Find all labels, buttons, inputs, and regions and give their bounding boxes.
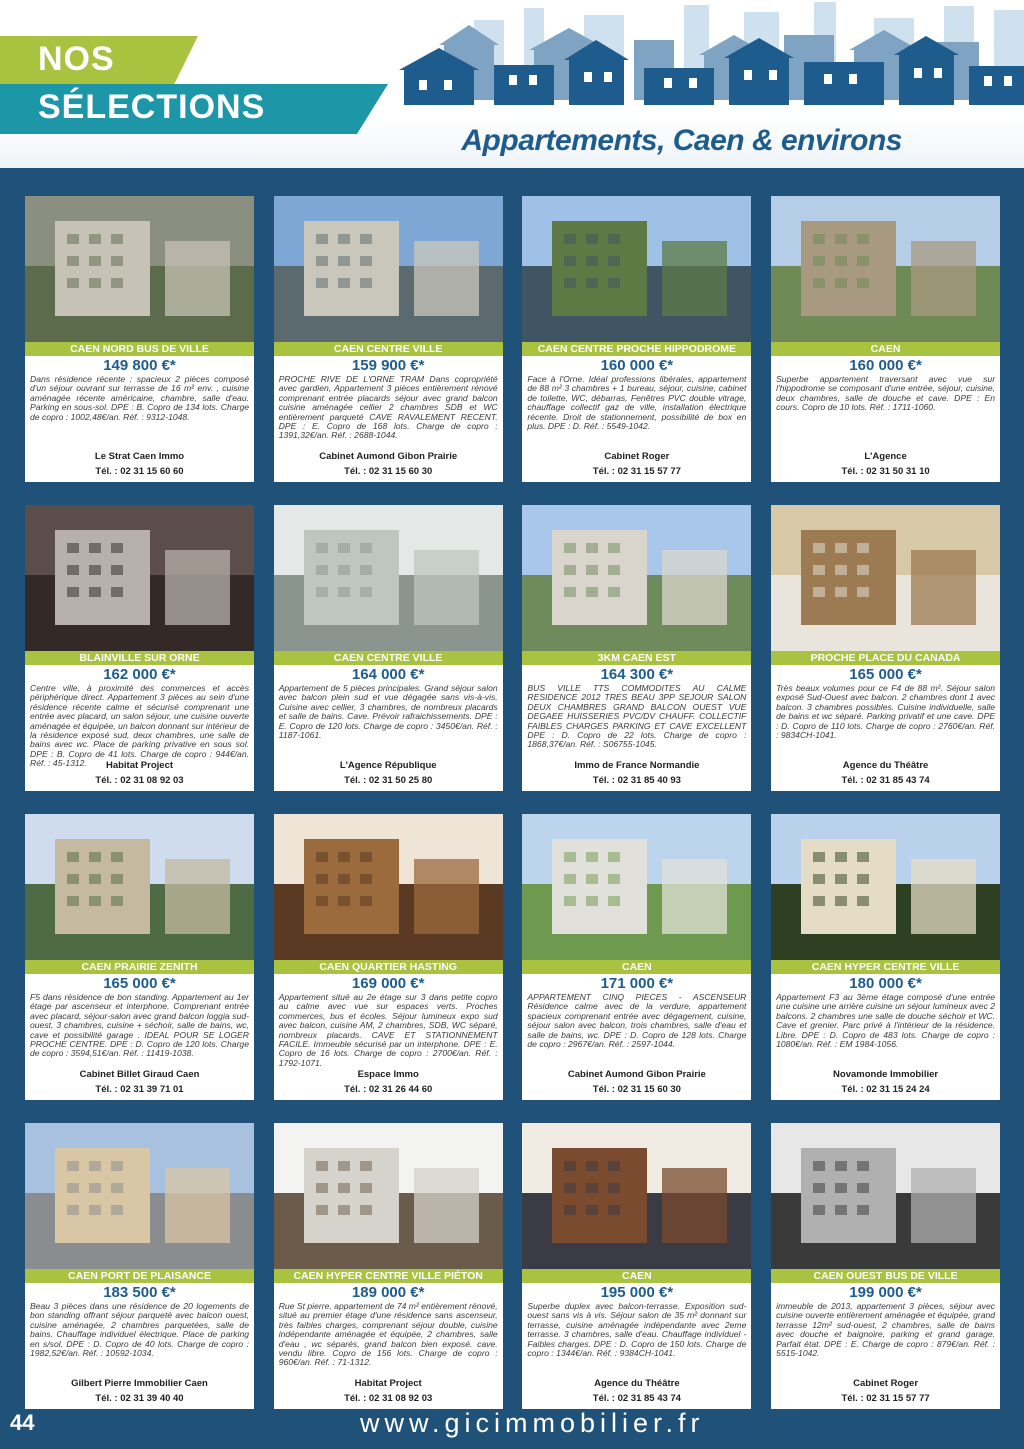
listing-photo xyxy=(274,505,503,651)
listing-description: APPARTEMENT CINQ PIECES - ASCENSEUR Résidence calme avec de la verdure, appartement spacieux comprenant entrée avec dégagement, cuisine, séjour salon avec balcon, trois chambres, salle d'eau et salle de bains, wc. DPE : D. Copro de 128 lots. Charge de copro : 2967€/an. Réf. : 2597-1044. xyxy=(527,992,747,1050)
listing-description: BUS VILLE TTS COMMODITES AU CALME RESIDENCE 2012 TRES BEAU 3PP SEJOUR SALON DEUX CHAMBRES GRAND BALCON OUEST VUE DEGAEE HUISSERIES PVC/DV CHAUFF. COLLECTIF FAIBLES CHARGES PARKING ET CAVE EXCELLENT DPE : D. Copro de 22 lots. Charge de copro : 1868,37€/an. Réf. : S06755-1045. xyxy=(527,683,747,750)
listing-agency: Gilbert Pierre Immobilier Caen xyxy=(71,1378,208,1389)
listing-phone[interactable]: Tél. : 02 31 26 44 60 xyxy=(344,1084,433,1095)
listings-grid xyxy=(25,196,1000,1409)
city-skyline-graphic xyxy=(384,0,1024,110)
listing-card[interactable] xyxy=(522,196,751,482)
listing-photo xyxy=(771,814,1000,960)
listing-phone[interactable]: Tél. : 02 31 15 60 60 xyxy=(95,466,184,477)
listing-photo xyxy=(522,1123,751,1269)
listing-agency: Cabinet Roger xyxy=(604,451,670,462)
listing-price: 165 000 €* xyxy=(103,975,176,992)
listing-description: Dans résidence récente : spacieux 2 pièces composé d'un séjour ouvrant sur terrasse de 16 m² env. , cuisine aménagée récente américaine, chambre, salle d'eau. Parking en sous-sol. DPE : B. Copro de 134 lots. Charge de copro : 1002,48€/an. Réf. : 9312-1048. xyxy=(30,374,249,422)
listing-card[interactable] xyxy=(25,814,254,1100)
listing-phone[interactable]: Tél. : 02 31 15 57 77 xyxy=(592,466,681,477)
listing-price: 199 000 €* xyxy=(849,1284,922,1301)
listing-agency: L'Agence République xyxy=(339,760,437,771)
listing-location: CAEN NORD BUS DE VILLE xyxy=(25,342,254,356)
listing-card[interactable] xyxy=(522,814,751,1100)
listing-card[interactable] xyxy=(274,814,503,1100)
listing-description: F5 dans résidence de bon standing. Appartement au 1er étage par ascenseur et interphone. Comprenant entrée avec placard, séjour-salon avec grand balcon loggia sud-ouest, 3 chambres, cuisine + séchoir, salle de bains, wc, cave et possibilité garage . IDEAL POUR SE LOGER PROCHE CENTRE. DPE : D. Copro de 120 lots. Charge de copro : 3594,51€/an. Réf. : 11419-1038. xyxy=(30,992,249,1059)
listing-photo xyxy=(522,814,751,960)
listing-location: CAEN CENTRE PROCHE HIPPODROME xyxy=(522,342,751,356)
listing-card[interactable] xyxy=(771,814,1000,1100)
listing-phone[interactable]: Tél. : 02 31 08 92 03 xyxy=(344,1393,433,1404)
listing-photo xyxy=(274,1123,503,1269)
listing-card[interactable] xyxy=(274,505,503,791)
listing-photo xyxy=(274,814,503,960)
listing-agency: Agence du Théâtre xyxy=(842,760,929,771)
listing-description: Centre ville, à proximité des commerces et accès périphérique direct. Appartement 3 pièces au sein d'une résidence récente calme et sécurisé comprenant une entrée avec placard, un salon séjour, une cuisine ouverte aménagée et équipée, un balcon donnant sur intérieur de la résidence exposé sud, deux chambres, une salle de bains avec wc. Place de parking privative en sous sol. DPE : B. Copro de 41 lots. Charge de copro : 944€/an. Réf. : 45-1312. xyxy=(30,683,249,769)
listing-phone[interactable]: Tél. : 02 31 85 43 74 xyxy=(841,775,930,786)
listing-price: 160 000 €* xyxy=(600,357,674,374)
listing-card[interactable] xyxy=(274,196,503,482)
section-title-line1: NOS xyxy=(38,40,115,78)
listing-agency: Cabinet Aumond Gibon Prairie xyxy=(319,451,458,462)
listing-description: Très beaux volumes pour ce F4 de 88 m². Séjour salon exposé Sud-Ouest avec balcon. 2 chambres dont 1 avec balcon. 3 chambres possibles. Cuisine individuelle, salle de bains et wc séparé. Parking privatif et une cave. DPE : D. Copro de 110 lots. Charge de copro : 2760€/an. Réf. : 9834CH-1041. xyxy=(776,683,996,741)
listing-price: 189 000 €* xyxy=(351,1284,425,1301)
listing-location: CAEN xyxy=(771,342,1000,356)
listing-agency: Habitat Project xyxy=(354,1378,422,1389)
listing-price: 164 000 €* xyxy=(351,666,425,683)
listing-description: Appartement de 5 pièces principales. Grand séjour salon avec balcon plein sud et vue dégagée sans vis-à-vis. Cuisine avec cellier, 3 chambres, de nombreux placards et salle de bains. Cave. Prévoir rafraichissements. DPE : E. Copro de 120 lots. Charge de copro : 3450€/an. Réf. : 1187-1061. xyxy=(278,683,498,741)
listing-phone[interactable]: Tél. : 02 31 39 40 40 xyxy=(95,1393,184,1404)
listing-location: CAEN OUEST BUS DE VILLE xyxy=(771,1269,1000,1283)
listing-phone[interactable]: Tél. : 02 31 15 60 30 xyxy=(592,1084,681,1095)
listing-phone[interactable]: Tél. : 02 31 15 60 30 xyxy=(344,466,433,477)
listing-location: CAEN HYPER CENTRE VILLE xyxy=(771,960,1000,974)
listing-agency: Cabinet Billet Giraud Caen xyxy=(79,1069,200,1080)
listing-description: Superbe appartement traversant avec vue sur l'hippodrome se composant d'une entrée, séjour, cuisine, deux chambres, salle de douche et cave. DPE : En cours. Copro de 10 lots. Réf. : 1711-1060. xyxy=(776,374,996,413)
listing-agency: Immo de France Normandie xyxy=(574,760,700,771)
listing-price: 183 500 €* xyxy=(103,1284,176,1301)
listing-location: CAEN QUARTIER HASTING xyxy=(274,960,503,974)
listing-card[interactable] xyxy=(274,1123,503,1409)
listing-agency: Cabinet Roger xyxy=(853,1378,919,1389)
listing-photo xyxy=(25,814,254,960)
listing-description: Beau 3 pièces dans une résidence de 20 logements de bon standing offrant séjour parqueté avec balcon ouest, cuisine aménagée, 2 chambres parquetées, salle de bains. Chauffage individuel électrique. Place de parking en s/sol. DPE : D. Copro de 40 lots. Charge de copro : 1982,52€/an. Réf. : 10592-1034. xyxy=(30,1301,249,1359)
listing-agency: Novamonde Immobilier xyxy=(833,1069,939,1080)
listing-phone[interactable]: Tél. : 02 31 85 40 93 xyxy=(592,775,681,786)
listing-description: Superbe duplex avec balcon-terrasse. Exposition sud-ouest sans vis à vis. Séjour salon de 35 m² donnant sur terrasse, cuisine aménagée indépendante avec 2eme terrasse. 3 chambres, salle d'eau. Chauffage individuel - Faibles charges. DPE : D. Copro de 150 lots. Charge de copro : 1344€/an. Réf. : 9384CH-1041. xyxy=(527,1301,747,1359)
listing-location: BLAINVILLE SUR ORNE xyxy=(25,651,254,665)
listing-photo xyxy=(771,1123,1000,1269)
listing-photo xyxy=(771,196,1000,342)
listing-phone[interactable]: Tél. : 02 31 39 71 01 xyxy=(95,1084,184,1095)
listing-phone[interactable]: Tél. : 02 31 08 92 03 xyxy=(95,775,184,786)
listing-description: Appartement F3 au 3ème étage composé d'une entrée une cuisine une arrière cuisine un séjour lumineux avec 2 balcons. 2 chambres une salle de douche séchoir et WC. Cave et grenier. Parc privé à l'intérieur de la résidence. Libre. DPE : D. Copro de 483 lots. Charge de copro : 1080€/an. Réf. : EM 1984-1056. xyxy=(776,992,996,1050)
listing-price: 180 000 €* xyxy=(849,975,922,992)
listing-photo xyxy=(25,505,254,651)
listing-card[interactable] xyxy=(522,505,751,791)
listing-price: 162 000 €* xyxy=(103,666,176,683)
listing-price: 169 000 €* xyxy=(351,975,425,992)
listing-phone[interactable]: Tél. : 02 31 50 25 80 xyxy=(344,775,433,786)
listing-location: CAEN HYPER CENTRE VILLE PIÉTON xyxy=(274,1269,503,1283)
listing-photo xyxy=(522,505,751,651)
listing-agency: Agence du Théâtre xyxy=(594,1378,680,1389)
listing-price: 159 900 €* xyxy=(351,357,425,374)
listing-location: PROCHE PLACE DU CANADA xyxy=(771,651,1000,665)
listing-photo xyxy=(522,196,751,342)
listing-photo xyxy=(25,196,254,342)
listing-card[interactable] xyxy=(522,1123,751,1409)
listing-location: CAEN xyxy=(522,960,751,974)
listing-location: CAEN CENTRE VILLE xyxy=(274,651,503,665)
listing-description: Appartement situé au 2e étage sur 3 dans petite copro au calme avec vue sur espaces verts. Proches commerces, bus et écoles. Séjour lumineux expo sud avec balcon, cuisine AM, 2 chambres, SDB, WC séparé, nombreux placards. CAVE ET STATIONNEMENT FACILE. Immeuble sécurisé par un interphone. DPE : E. Copro de 16 lots. Charge de copro : 2700€/an. Réf. : 1792-1071. xyxy=(278,992,498,1068)
listing-agency: Espace Immo xyxy=(357,1069,419,1080)
listing-price: 165 000 €* xyxy=(849,666,922,683)
listing-price: 171 000 €* xyxy=(600,975,674,992)
page-header xyxy=(0,0,1024,168)
listing-price: 149 800 €* xyxy=(103,357,176,374)
listing-price: 164 300 €* xyxy=(600,666,674,683)
listing-agency: Habitat Project xyxy=(105,760,174,771)
listing-card[interactable] xyxy=(25,196,254,482)
listing-description: PROCHE RIVE DE L'ORNE TRAM Dans copropriété avec gardien, Appartement 3 pièces entièrement rénové comprenant entrée placards séjour avec grand balcon cuisine aménagée cellier 2 chambres SDB et WC entièrement parqueté CAVE RAVALEMENT RECENT. DPE : E. Copro de 168 lots. Charge de copro : 1391,32€/an. Réf. : 2688-1044. xyxy=(278,374,498,441)
listing-agency: Le Strat Caen Immo xyxy=(94,451,185,462)
listing-agency: L'Agence xyxy=(864,451,907,462)
listing-agency: Cabinet Aumond Gibon Prairie xyxy=(567,1069,706,1080)
listing-price: 160 000 €* xyxy=(849,357,922,374)
listing-description: Rue St pierre, appartement de 74 m² entièrement rénové, situé au premier étage d'une résidence sans ascenseur, très faibles charges, comprenant séjour double, cuisine indépendante aménagée et équipée, 2 chambres, salle d'eau , wc séparés, grand balcon bien exposé. cave. vendu libre. Copro de 156 lots. Charge de copro : 960€/an. Réf. : 71-1312. xyxy=(278,1301,498,1368)
website-url[interactable]: www.gicimmobilier.fr xyxy=(360,1408,705,1438)
listing-photo xyxy=(771,505,1000,651)
listing-phone[interactable]: Tél. : 02 31 50 31 10 xyxy=(841,466,930,477)
listing-location: CAEN PRAIRIE ZENITH xyxy=(25,960,254,974)
section-subtitle: Appartements, Caen & environs xyxy=(461,124,902,157)
listing-card[interactable] xyxy=(771,196,1000,482)
listing-description: immeuble de 2013, appartement 3 pièces, séjour avec cuisine ouverte entièrement aménagée et équipée, grand terrasse 12m² sud-ouest, 2 chambres, salle de bains avec douche et baignoire, parking et grand garage. Parfait état. DPE : E. Charge de copro : 879€/an. Réf. : 5515-1042. xyxy=(776,1301,996,1359)
listing-photo xyxy=(274,196,503,342)
listing-description: Face à l'Orne. Idéal professions libérales, appartement de 88 m² 3 chambres + 1 bureau, séjour, cuisine, cabinet de toilette, WC, débarras, Fenêtres PVC double vitrage, chauffage collectif gaz de ville, installation électrique récente. Droit de stationnement, possibilité de box en plus. DPE : D. Réf. : 5549-1042. xyxy=(527,374,747,432)
listing-location: CAEN xyxy=(522,1269,751,1283)
listing-photo xyxy=(25,1123,254,1269)
listing-card[interactable] xyxy=(25,505,254,791)
listing-phone[interactable]: Tél. : 02 31 15 24 24 xyxy=(841,1084,930,1095)
listing-location: CAEN CENTRE VILLE xyxy=(274,342,503,356)
listing-card[interactable] xyxy=(771,505,1000,791)
listing-location: 3KM CAEN EST xyxy=(522,651,751,665)
section-title-line2: SÉLECTIONS xyxy=(38,88,266,126)
listing-card[interactable] xyxy=(25,1123,254,1409)
listing-location: CAEN PORT DE PLAISANCE xyxy=(25,1269,254,1283)
listing-price: 195 000 €* xyxy=(600,1284,674,1301)
listing-phone[interactable]: Tél. : 02 31 15 57 77 xyxy=(841,1393,930,1404)
listing-phone[interactable]: Tél. : 02 31 85 43 74 xyxy=(592,1393,681,1404)
page-number: 44 xyxy=(10,1410,35,1435)
listing-card[interactable] xyxy=(771,1123,1000,1409)
